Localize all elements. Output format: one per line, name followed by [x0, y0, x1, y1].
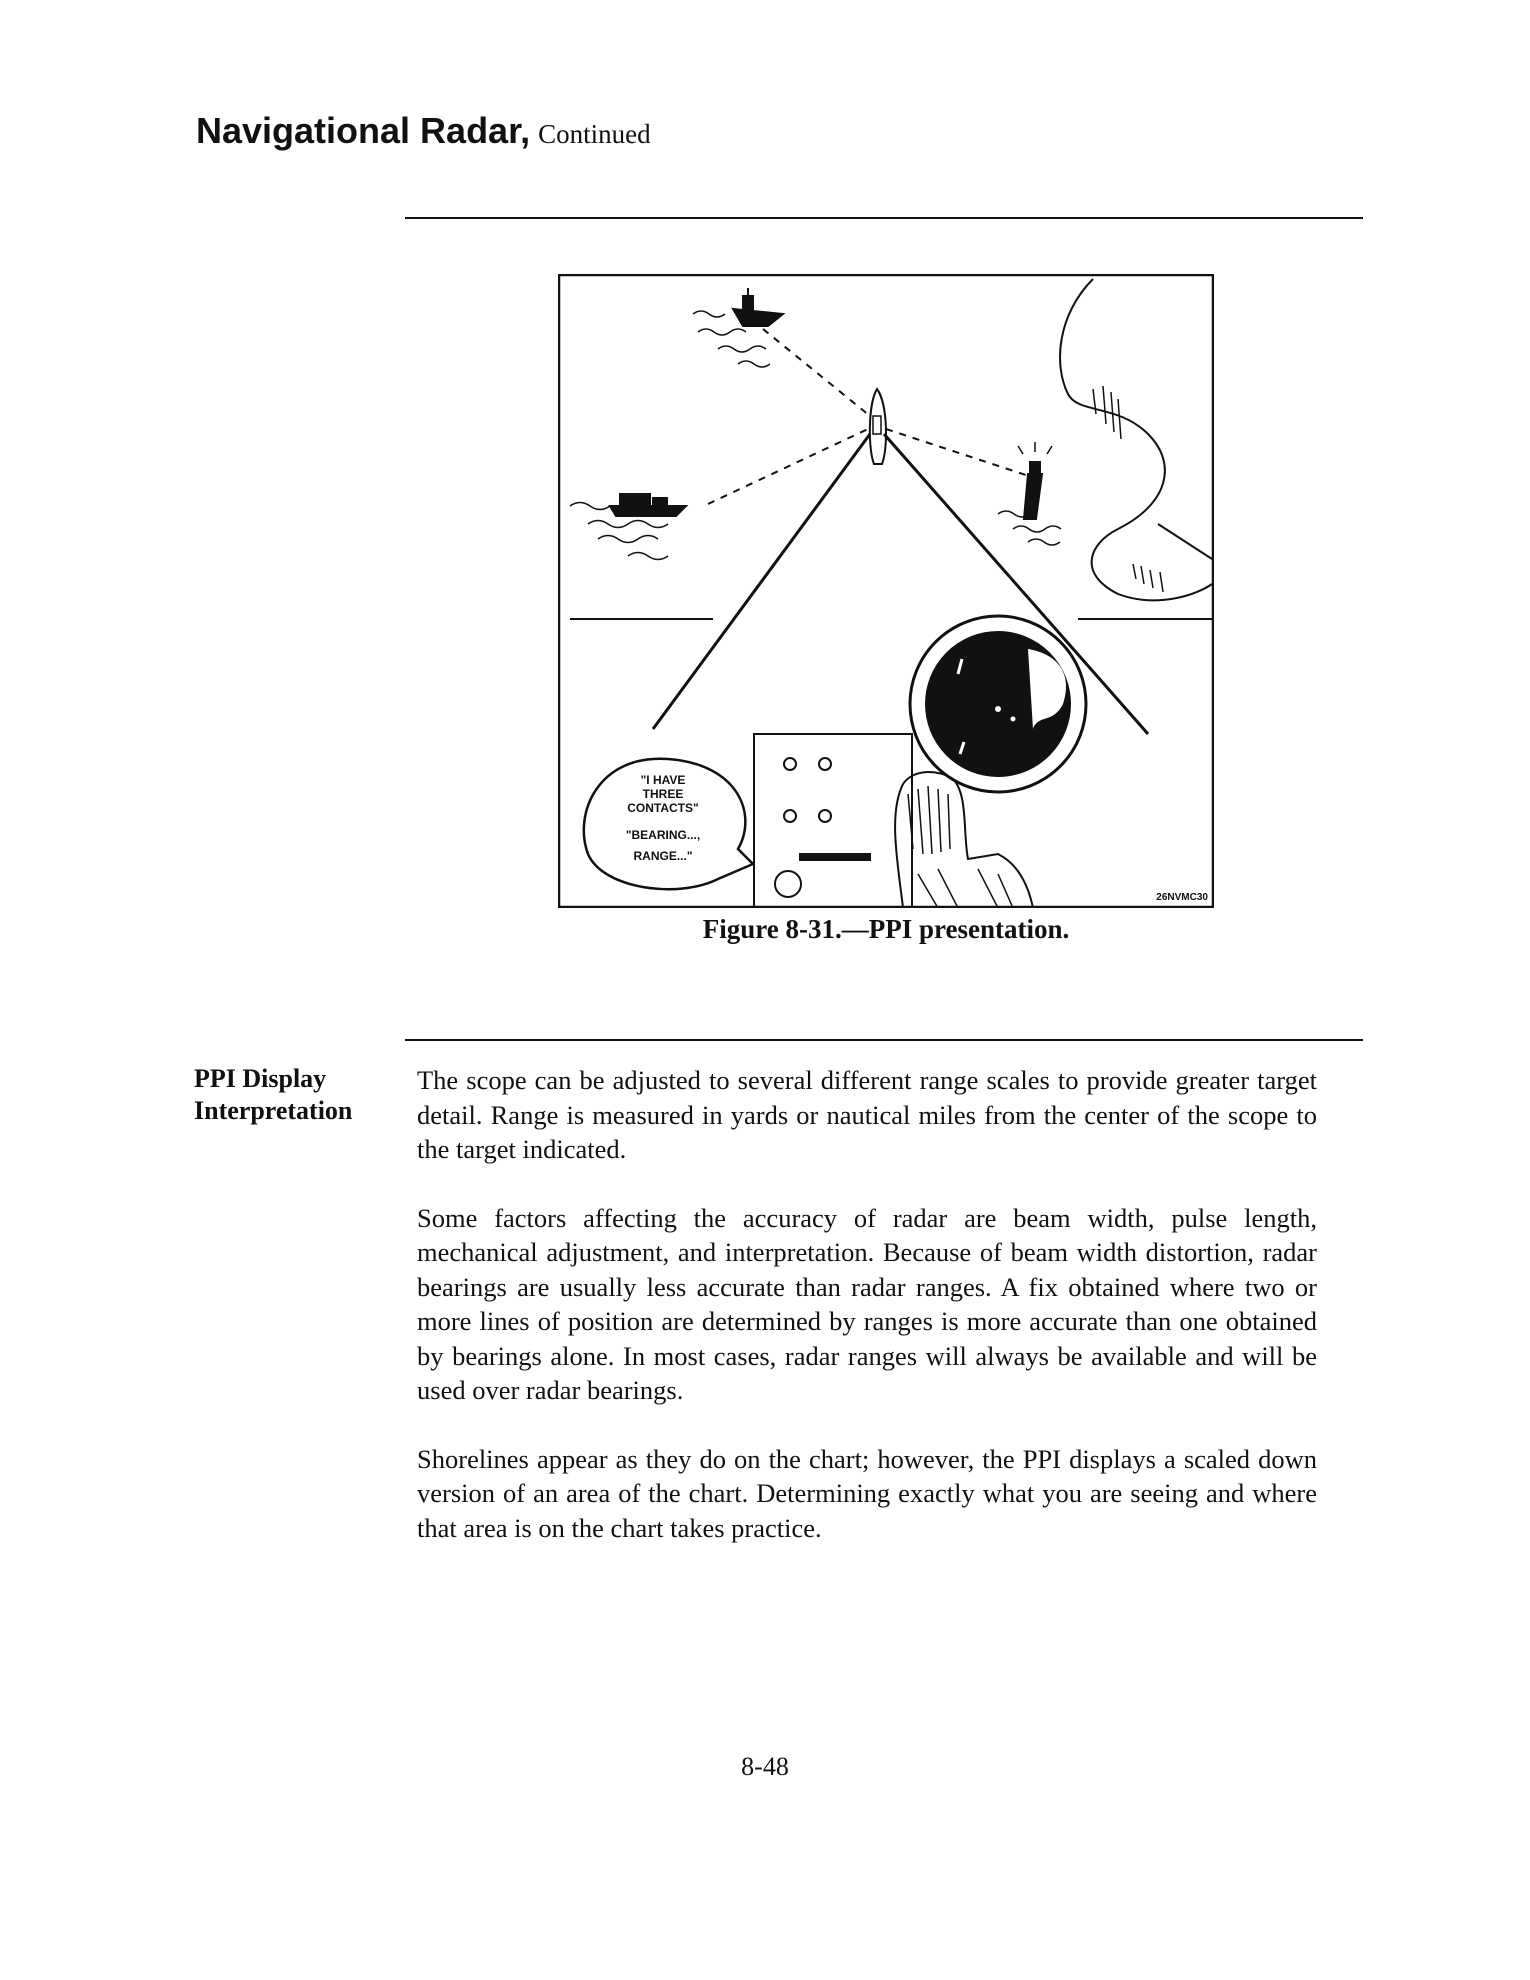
bubble-line-1: "I HAVE	[640, 773, 686, 787]
coastline	[1060, 279, 1212, 600]
top-divider	[405, 217, 1363, 219]
radar-operator	[895, 772, 1033, 908]
bearing-line-east	[886, 429, 1038, 479]
page-title: Navigational Radar,	[196, 110, 531, 151]
figure-caption: Figure 8-31.—PPI presentation.	[702, 914, 1070, 944]
bearing-line-north	[763, 329, 870, 416]
section-label-line-2: Interpretation	[194, 1096, 353, 1125]
section-label	[194, 1063, 394, 1127]
contact-ship-north	[733, 309, 783, 326]
own-ship	[870, 389, 886, 464]
bubble-line-2: THREE	[642, 787, 684, 801]
bubble-line-4: "BEARING...,	[625, 828, 701, 842]
ppi-presentation-illustration	[558, 274, 1214, 908]
paragraph-2: Some factors affecting the accuracy of radar are beam width, pulse length, mechanical adjustment, and interpretation. Because of beam width distortion, radar bearings are usually less accurate than radar ranges. A fix obtained where two or more lines of position are determined by ranges is more accurate than one obtained by bearings alone. In most cases, radar ranges will always be available and will be used over radar bearings.	[417, 1202, 1317, 1405]
continued-label: Continued	[538, 119, 651, 149]
page-number: 8-48	[741, 1752, 789, 1781]
paragraph-1: The scope can be adjusted to several different range scales to provide greater target detail. Range is measured in yards or nautical miles from the center of the scope to the target indicated.	[417, 1065, 1317, 1164]
section-body	[417, 1063, 1317, 1579]
buoy-contact	[1024, 474, 1042, 519]
page-header	[196, 110, 651, 152]
paragraph-3: Shorelines appear as they do on the chart; however, the PPI displays a scaled down version of an area of the chart. Determining exactly what you are seeing and where that area is on the chart takes practice.	[417, 1443, 1317, 1543]
bearing-line-west	[708, 429, 868, 504]
radar-console	[754, 734, 912, 908]
section-label-line-1: PPI Display	[194, 1064, 327, 1093]
section-divider	[405, 1039, 1363, 1041]
figure-id-code: 26NVMC30	[1156, 892, 1208, 903]
bubble-line-3: CONTACTS"	[627, 801, 699, 815]
bubble-line-5: RANGE..."	[633, 849, 693, 863]
